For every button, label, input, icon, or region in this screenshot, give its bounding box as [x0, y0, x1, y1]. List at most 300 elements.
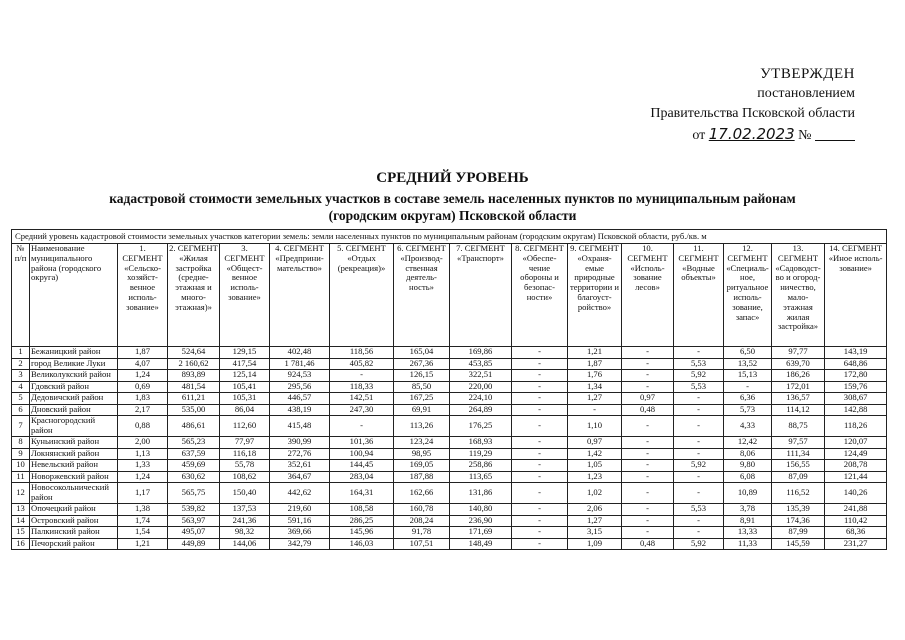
- header-segment-14: 14. СЕГМЕНТ «Иное исполь-зование»: [825, 244, 887, 347]
- segment-value: 174,36: [772, 515, 825, 527]
- table-row: [12, 515, 887, 527]
- segment-value: 241,36: [220, 515, 270, 527]
- segment-value: 565,75: [168, 483, 220, 504]
- segment-value: 1,33: [118, 460, 168, 472]
- segment-value: 0,97: [622, 393, 674, 405]
- segment-value: -: [512, 404, 568, 416]
- segment-value: 146,03: [330, 538, 394, 550]
- segment-value: 112,60: [220, 416, 270, 437]
- segment-value: 169,05: [394, 460, 450, 472]
- segment-value: 113,65: [450, 471, 512, 483]
- segment-value: 100,94: [330, 448, 394, 460]
- segment-value: 8,91: [724, 515, 772, 527]
- segment-value: 118,56: [330, 347, 394, 359]
- segment-value: 286,25: [330, 515, 394, 527]
- approval-line-2: постановлением: [757, 86, 855, 101]
- segment-value: 224,10: [450, 393, 512, 405]
- row-number: 10: [12, 460, 30, 472]
- segment-value: 535,00: [168, 404, 220, 416]
- segment-value: 87,99: [772, 527, 825, 539]
- segment-value: 169,86: [450, 347, 512, 359]
- row-number: 4: [12, 381, 30, 393]
- segment-value: -: [674, 515, 724, 527]
- table-row: [12, 460, 887, 472]
- segment-value: 648,86: [825, 358, 887, 370]
- district-name: Бежаницкий район: [30, 347, 118, 359]
- segment-value: -: [512, 460, 568, 472]
- segment-value: 3,15: [568, 527, 622, 539]
- approval-line-3: Правительства Псковской области: [650, 106, 855, 121]
- segment-value: 283,04: [330, 471, 394, 483]
- segment-value: 352,61: [270, 460, 330, 472]
- segment-value: 143,19: [825, 347, 887, 359]
- segment-value: 1,42: [568, 448, 622, 460]
- segment-value: 402,48: [270, 347, 330, 359]
- segment-value: 630,62: [168, 471, 220, 483]
- segment-value: 637,59: [168, 448, 220, 460]
- segment-value: 8,06: [724, 448, 772, 460]
- row-number: 8: [12, 437, 30, 449]
- segment-value: 1 781,46: [270, 358, 330, 370]
- table-header-row: [12, 244, 887, 347]
- segment-value: 176,25: [450, 416, 512, 437]
- segment-value: -: [674, 483, 724, 504]
- segment-value: 4,33: [724, 416, 772, 437]
- segment-value: 258,86: [450, 460, 512, 472]
- segment-value: -: [622, 471, 674, 483]
- segment-value: 322,51: [450, 370, 512, 382]
- header-segment-13: 13. СЕГМЕНТ «Садоводст-во и огород-ничество, мало-этажная жилая застройка»: [772, 244, 825, 347]
- district-name: город Великие Луки: [30, 358, 118, 370]
- segment-value: 145,96: [330, 527, 394, 539]
- segment-value: 893,89: [168, 370, 220, 382]
- segment-value: 453,85: [450, 358, 512, 370]
- segment-value: 131,86: [450, 483, 512, 504]
- segment-value: 85,50: [394, 381, 450, 393]
- segment-value: 364,67: [270, 471, 330, 483]
- segment-value: 6,08: [724, 471, 772, 483]
- number-blank: [815, 128, 855, 141]
- segment-value: 108,62: [220, 471, 270, 483]
- segment-value: 208,24: [394, 515, 450, 527]
- segment-value: 459,69: [168, 460, 220, 472]
- segment-value: 15,13: [724, 370, 772, 382]
- segment-value: 113,26: [394, 416, 450, 437]
- segment-value: 142,51: [330, 393, 394, 405]
- segment-value: 308,67: [825, 393, 887, 405]
- segment-value: 220,00: [450, 381, 512, 393]
- segment-value: 1,17: [118, 483, 168, 504]
- approval-block: [595, 64, 855, 146]
- segment-value: 267,36: [394, 358, 450, 370]
- row-number: 14: [12, 515, 30, 527]
- segment-value: 9,80: [724, 460, 772, 472]
- district-name: Невельский район: [30, 460, 118, 472]
- segment-value: 121,44: [825, 471, 887, 483]
- segment-value: 187,88: [394, 471, 450, 483]
- segment-value: 0,69: [118, 381, 168, 393]
- segment-value: 1,76: [568, 370, 622, 382]
- segment-value: 105,31: [220, 393, 270, 405]
- district-name: Печорский район: [30, 538, 118, 550]
- segment-value: 442,62: [270, 483, 330, 504]
- table-row: [12, 416, 887, 437]
- segment-value: 97,77: [772, 347, 825, 359]
- segment-value: 1,10: [568, 416, 622, 437]
- segment-value: 165,04: [394, 347, 450, 359]
- segment-value: -: [622, 416, 674, 437]
- segment-value: 1,27: [568, 515, 622, 527]
- row-number: 13: [12, 504, 30, 516]
- segment-value: 0,88: [118, 416, 168, 437]
- segment-value: 1,21: [118, 538, 168, 550]
- header-segment-8: 8. СЕГМЕНТ «Обеспе-чение обороны и безопас-ности»: [512, 244, 568, 347]
- segment-value: 116,18: [220, 448, 270, 460]
- segment-value: 11,33: [724, 538, 772, 550]
- segment-value: 1,09: [568, 538, 622, 550]
- approval-header: УТВЕРЖДЕН: [760, 66, 855, 82]
- segment-value: 97,57: [772, 437, 825, 449]
- segment-value: 1,13: [118, 448, 168, 460]
- segment-value: 1,27: [568, 393, 622, 405]
- segment-value: -: [674, 471, 724, 483]
- segment-value: -: [622, 381, 674, 393]
- segment-value: -: [512, 527, 568, 539]
- table-row: [12, 370, 887, 382]
- row-number: 2: [12, 358, 30, 370]
- segment-value: 3,78: [724, 504, 772, 516]
- segment-value: -: [622, 483, 674, 504]
- segment-value: 105,41: [220, 381, 270, 393]
- segment-value: -: [512, 416, 568, 437]
- segment-value: 1,83: [118, 393, 168, 405]
- segment-value: 591,16: [270, 515, 330, 527]
- segment-value: 110,42: [825, 515, 887, 527]
- segment-value: 639,70: [772, 358, 825, 370]
- segment-value: 5,53: [674, 381, 724, 393]
- segment-value: 208,78: [825, 460, 887, 472]
- segment-value: 1,74: [118, 515, 168, 527]
- segment-value: 123,24: [394, 437, 450, 449]
- table-row: [12, 347, 887, 359]
- table-row: [12, 448, 887, 460]
- segment-value: 1,23: [568, 471, 622, 483]
- segment-value: 1,87: [118, 347, 168, 359]
- segment-value: 231,27: [825, 538, 887, 550]
- row-number: 6: [12, 404, 30, 416]
- table-row: [12, 527, 887, 539]
- segment-value: 135,39: [772, 504, 825, 516]
- row-number: 11: [12, 471, 30, 483]
- segment-value: 55,78: [220, 460, 270, 472]
- segment-value: 272,76: [270, 448, 330, 460]
- segment-value: 219,60: [270, 504, 330, 516]
- segment-value: 342,79: [270, 538, 330, 550]
- segment-value: 124,49: [825, 448, 887, 460]
- header-district-name: Наименование муниципального района (городского округа): [30, 244, 118, 347]
- segment-value: 150,40: [220, 483, 270, 504]
- segment-value: 86,04: [220, 404, 270, 416]
- segment-value: 481,54: [168, 381, 220, 393]
- table-row: [12, 471, 887, 483]
- segment-value: 5,92: [674, 538, 724, 550]
- header-segment-7: 7. СЕГМЕНТ «Транспорт»: [450, 244, 512, 347]
- segment-value: -: [622, 347, 674, 359]
- segment-value: 10,89: [724, 483, 772, 504]
- segment-value: 295,56: [270, 381, 330, 393]
- segment-value: 0,48: [622, 538, 674, 550]
- segment-value: 88,75: [772, 416, 825, 437]
- segment-value: 1,05: [568, 460, 622, 472]
- segment-value: 0,48: [622, 404, 674, 416]
- district-name: Палкинский район: [30, 527, 118, 539]
- segment-value: 144,06: [220, 538, 270, 550]
- segment-value: 5,92: [674, 370, 724, 382]
- table-row: [12, 538, 887, 550]
- segment-value: 1,24: [118, 471, 168, 483]
- segment-value: 5,53: [674, 504, 724, 516]
- handwritten-date: 17.02.2023: [708, 125, 795, 143]
- segment-value: -: [622, 370, 674, 382]
- segment-value: 140,80: [450, 504, 512, 516]
- header-segment-10: 10. СЕГМЕНТ «Исполь-зование лесов»: [622, 244, 674, 347]
- segment-value: 12,42: [724, 437, 772, 449]
- segment-value: 1,02: [568, 483, 622, 504]
- segment-value: 108,58: [330, 504, 394, 516]
- segment-value: 241,88: [825, 504, 887, 516]
- table-row: [12, 504, 887, 516]
- header-segment-6: 6. СЕГМЕНТ «Производ-ственная деятель-ность»: [394, 244, 450, 347]
- segment-value: 142,88: [825, 404, 887, 416]
- segment-value: 87,09: [772, 471, 825, 483]
- segment-value: 449,89: [168, 538, 220, 550]
- segment-value: -: [512, 504, 568, 516]
- segment-value: -: [724, 381, 772, 393]
- segment-value: 611,21: [168, 393, 220, 405]
- district-name: Локнянский район: [30, 448, 118, 460]
- header-number: № п/п: [12, 244, 30, 347]
- segment-value: 98,95: [394, 448, 450, 460]
- segment-value: 5,73: [724, 404, 772, 416]
- segment-value: 148,49: [450, 538, 512, 550]
- segment-value: -: [512, 483, 568, 504]
- table-row: [12, 381, 887, 393]
- segment-value: 565,23: [168, 437, 220, 449]
- segment-value: 171,69: [450, 527, 512, 539]
- district-name: Новоржевский район: [30, 471, 118, 483]
- segment-value: 539,82: [168, 504, 220, 516]
- segment-value: 120,07: [825, 437, 887, 449]
- segment-value: 119,29: [450, 448, 512, 460]
- segment-value: 118,33: [330, 381, 394, 393]
- segment-value: 438,19: [270, 404, 330, 416]
- segment-value: -: [674, 404, 724, 416]
- row-number: 16: [12, 538, 30, 550]
- row-number: 15: [12, 527, 30, 539]
- table-row: [12, 404, 887, 416]
- segment-value: -: [674, 393, 724, 405]
- segment-value: -: [622, 515, 674, 527]
- district-name: Гдовский район: [30, 381, 118, 393]
- segment-value: 1,54: [118, 527, 168, 539]
- segment-value: 1,21: [568, 347, 622, 359]
- segment-value: 118,26: [825, 416, 887, 437]
- segment-value: -: [622, 460, 674, 472]
- segment-value: 924,53: [270, 370, 330, 382]
- segment-value: 524,64: [168, 347, 220, 359]
- segment-value: 98,32: [220, 527, 270, 539]
- segment-value: -: [674, 527, 724, 539]
- subtitle-line-2: (городским округам) Псковской области: [328, 208, 577, 223]
- segment-value: 4,07: [118, 358, 168, 370]
- table-row: [12, 483, 887, 504]
- segment-value: 415,48: [270, 416, 330, 437]
- segment-value: 167,25: [394, 393, 450, 405]
- row-number: 3: [12, 370, 30, 382]
- segment-value: 162,66: [394, 483, 450, 504]
- header-segment-5: 5. СЕГМЕНТ «Отдых (рекреация)»: [330, 244, 394, 347]
- segment-value: -: [622, 504, 674, 516]
- segment-value: -: [512, 471, 568, 483]
- number-label: №: [798, 128, 812, 143]
- segment-value: 369,66: [270, 527, 330, 539]
- segment-value: 140,26: [825, 483, 887, 504]
- segment-value: -: [512, 370, 568, 382]
- segment-value: -: [330, 370, 394, 382]
- segment-value: -: [512, 538, 568, 550]
- segment-value: 159,76: [825, 381, 887, 393]
- segment-value: 164,31: [330, 483, 394, 504]
- district-name: Дедовичский район: [30, 393, 118, 405]
- segment-value: 6,50: [724, 347, 772, 359]
- segment-value: 168,93: [450, 437, 512, 449]
- segment-value: -: [674, 347, 724, 359]
- segment-value: 137,53: [220, 504, 270, 516]
- document-subtitle: [0, 190, 905, 224]
- segment-value: 91,78: [394, 527, 450, 539]
- segment-value: 1,34: [568, 381, 622, 393]
- segment-value: 107,51: [394, 538, 450, 550]
- district-name: Новосокольнический район: [30, 483, 118, 504]
- segment-value: 111,34: [772, 448, 825, 460]
- segment-value: 13,33: [724, 527, 772, 539]
- segment-value: 2,00: [118, 437, 168, 449]
- segment-value: 116,52: [772, 483, 825, 504]
- segment-value: -: [512, 515, 568, 527]
- segment-value: 69,91: [394, 404, 450, 416]
- date-prefix: от: [692, 128, 706, 143]
- segment-value: -: [568, 404, 622, 416]
- header-segment-3: 3. СЕГМЕНТ «Общест-венное исполь-зование»: [220, 244, 270, 347]
- segment-value: 101,36: [330, 437, 394, 449]
- segment-value: 160,78: [394, 504, 450, 516]
- segment-value: 145,59: [772, 538, 825, 550]
- district-name: Великолукский район: [30, 370, 118, 382]
- segment-value: -: [622, 437, 674, 449]
- segment-value: 1,38: [118, 504, 168, 516]
- segment-value: -: [512, 448, 568, 460]
- segment-value: -: [622, 358, 674, 370]
- table-row: [12, 393, 887, 405]
- table-row: [12, 437, 887, 449]
- table-caption: Средний уровень кадастровой стоимости земельных участков категории земель: земли населенных пунктов по муниципальным районам (городским округам) Псковской области, руб./кв. м: [12, 230, 887, 244]
- segment-value: 236,90: [450, 515, 512, 527]
- row-number: 12: [12, 483, 30, 504]
- segment-value: -: [622, 448, 674, 460]
- segment-value: 264,89: [450, 404, 512, 416]
- segment-value: -: [512, 381, 568, 393]
- segment-value: 563,97: [168, 515, 220, 527]
- segment-value: 0,97: [568, 437, 622, 449]
- district-name: Опочецкий район: [30, 504, 118, 516]
- segment-value: 77,97: [220, 437, 270, 449]
- segment-value: 186,26: [772, 370, 825, 382]
- row-number: 1: [12, 347, 30, 359]
- segment-value: 486,61: [168, 416, 220, 437]
- header-segment-1: 1. СЕГМЕНТ «Сельско-хозяйст-венное исполь-зование»: [118, 244, 168, 347]
- header-segment-12: 12. СЕГМЕНТ «Специаль-ное, ритуальное исполь-зование, запас»: [724, 244, 772, 347]
- segment-value: 125,14: [220, 370, 270, 382]
- segment-value: -: [674, 448, 724, 460]
- header-segment-9: 9. СЕГМЕНТ «Охраня-емые природные территории и благоуст-ройство»: [568, 244, 622, 347]
- segment-value: 1,87: [568, 358, 622, 370]
- segment-value: 495,07: [168, 527, 220, 539]
- segment-value: 247,30: [330, 404, 394, 416]
- segment-value: -: [512, 437, 568, 449]
- segment-value: 144,45: [330, 460, 394, 472]
- segment-value: 129,15: [220, 347, 270, 359]
- segment-value: -: [622, 527, 674, 539]
- segment-value: 5,92: [674, 460, 724, 472]
- header-segment-11: 11. СЕГМЕНТ «Водные объекты»: [674, 244, 724, 347]
- subtitle-line-1: кадастровой стоимости земельных участков в составе земель населенных пунктов по муниципальным районам: [109, 191, 796, 206]
- segment-value: 2,17: [118, 404, 168, 416]
- district-name: Куньинский район: [30, 437, 118, 449]
- segment-value: -: [512, 393, 568, 405]
- segment-value: 156,55: [772, 460, 825, 472]
- segment-value: 390,99: [270, 437, 330, 449]
- header-segment-4: 4. СЕГМЕНТ «Предприни-мательство»: [270, 244, 330, 347]
- segment-value: 1,24: [118, 370, 168, 382]
- segment-value: -: [512, 347, 568, 359]
- district-name: Островский район: [30, 515, 118, 527]
- segment-value: 172,80: [825, 370, 887, 382]
- cadastral-value-table: [11, 229, 887, 550]
- district-name: Красногородский район: [30, 416, 118, 437]
- segment-value: 126,15: [394, 370, 450, 382]
- approval-date-line: [595, 124, 855, 146]
- segment-value: 417,54: [220, 358, 270, 370]
- segment-value: 6,36: [724, 393, 772, 405]
- segment-value: -: [674, 416, 724, 437]
- segment-value: 68,36: [825, 527, 887, 539]
- segment-value: -: [512, 358, 568, 370]
- segment-value: 114,12: [772, 404, 825, 416]
- table-row: [12, 358, 887, 370]
- district-name: Дновский район: [30, 404, 118, 416]
- segment-value: -: [674, 437, 724, 449]
- segment-value: 172,01: [772, 381, 825, 393]
- segment-value: 446,57: [270, 393, 330, 405]
- segment-value: 2 160,62: [168, 358, 220, 370]
- row-number: 9: [12, 448, 30, 460]
- segment-value: 5,53: [674, 358, 724, 370]
- header-segment-2: 2. СЕГМЕНТ «Жилая застройка (средне-этажная и много-этажная)»: [168, 244, 220, 347]
- segment-value: 405,82: [330, 358, 394, 370]
- segment-value: 136,57: [772, 393, 825, 405]
- segment-value: 13,52: [724, 358, 772, 370]
- row-number: 5: [12, 393, 30, 405]
